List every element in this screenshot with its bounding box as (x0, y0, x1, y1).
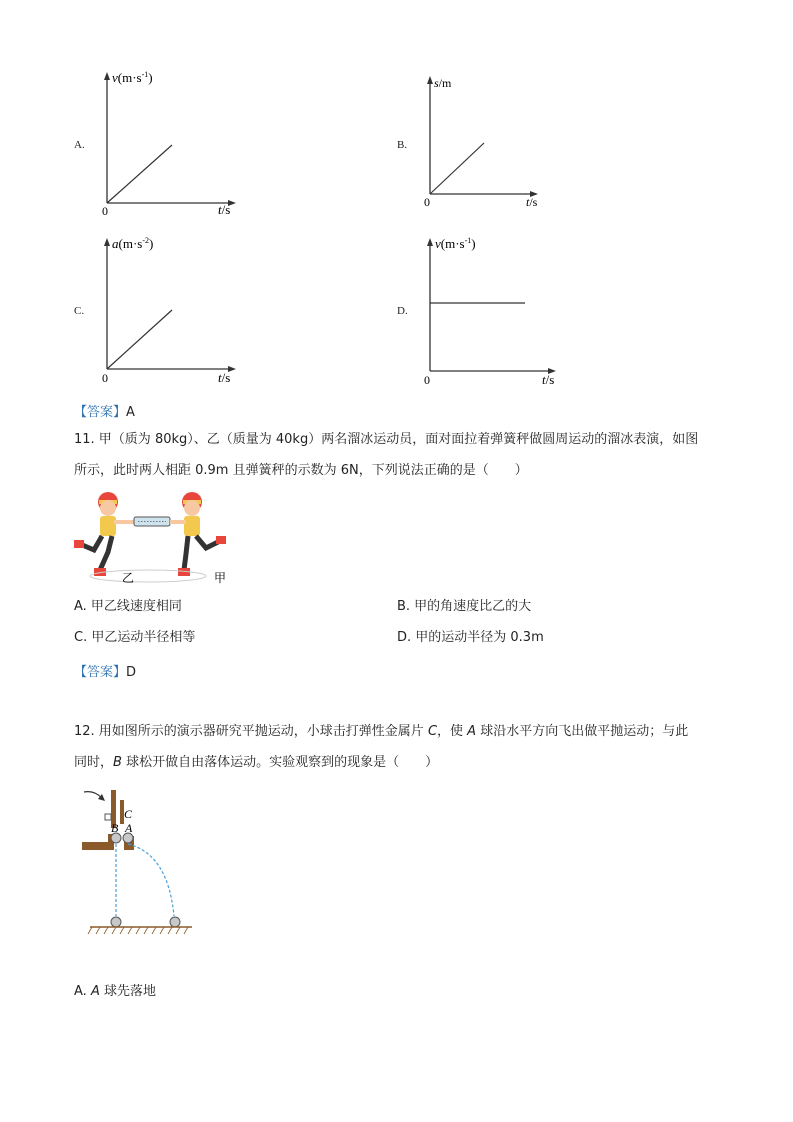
q11-option-c: C. 甲乙运动半径相等 (74, 630, 196, 645)
origin-label: 0 (102, 204, 108, 218)
ball-a-ground (170, 917, 180, 927)
q11-text-line1: 11. 甲（质为 80kg）、乙（质量为 40kg）两名溜冰运动员，面对面拉着弹簧秤做圆周运动的溜冰表演，如图 (74, 432, 699, 447)
svg-text:t/s: t/s (526, 195, 538, 209)
q11-option-a: A. 甲乙线速度相同 (74, 599, 182, 614)
q10-answer (74, 401, 135, 420)
y-arrow (104, 72, 110, 80)
svg-text:a(m·s-2): $a(m\cdot s^{-2})$ (112, 236, 154, 251)
platform-left (82, 834, 114, 850)
q12-option-a: A. A 球先落地 (74, 984, 156, 999)
q12-apparatus-figure (78, 784, 198, 940)
graph-line (107, 145, 172, 203)
label-jia: 甲 (214, 571, 227, 585)
q11-skaters-figure (70, 488, 230, 588)
label-a: A (125, 821, 133, 835)
graph-b (414, 72, 564, 212)
svg-text:t/s: t/s (542, 372, 555, 387)
x-axis-label: t/s (218, 202, 231, 217)
svg-text:0: 0 (102, 371, 108, 385)
graph-c (90, 232, 250, 387)
answer-tag: 【答案】 (74, 405, 127, 420)
svg-text:s/m: s/m (434, 76, 452, 90)
answer-tag: 【答案】 (74, 665, 127, 680)
y-axis-label: $v(m\cdot s^{-1})$ (112, 70, 153, 85)
q11-text-line2: 所示，此时两人相距 0.9m 且弹簧秤的示数为 6N，下列说法正确的是（ ） (74, 463, 528, 478)
label-yi: 乙 (122, 571, 135, 585)
option-d-label: D. (397, 305, 408, 317)
label-b: B (111, 821, 119, 835)
label-c: C (124, 807, 133, 821)
q11-option-b: B. 甲的角速度比乙的大 (397, 599, 532, 614)
answer-value: D (126, 665, 137, 680)
skater-left (74, 492, 136, 576)
svg-text:0: 0 (424, 195, 430, 209)
hammer-arrow (84, 792, 102, 798)
answer-value: A (126, 405, 135, 420)
q12-text-line1: 12. 用如图所示的演示器研究平抛运动，小球击打弹性金属片 C，使 A 球沿水平方向飞出做平抛运动；与此 (74, 724, 689, 739)
option-a-label: A. (74, 139, 85, 151)
graph-a (90, 68, 250, 220)
svg-text:v(m·s-1): $v(m\cdot s^{-1})$ (435, 236, 476, 251)
projectile-path (128, 844, 174, 916)
option-b-label: B. (397, 139, 408, 151)
q12-text-line2: 同时，B 球松开做自由落体运动。实验观察到的现象是（ ） (74, 755, 439, 770)
skater-right (170, 492, 226, 576)
q11-option-d: D. 甲的运动半径为 0.3m (397, 630, 544, 645)
svg-text:t/s: t/s (218, 370, 231, 385)
graph-d (414, 232, 574, 392)
option-c-label: C. (74, 305, 85, 317)
svg-text:0: 0 (424, 373, 430, 387)
ball-b-ground (111, 917, 121, 927)
q11-answer (74, 661, 136, 680)
